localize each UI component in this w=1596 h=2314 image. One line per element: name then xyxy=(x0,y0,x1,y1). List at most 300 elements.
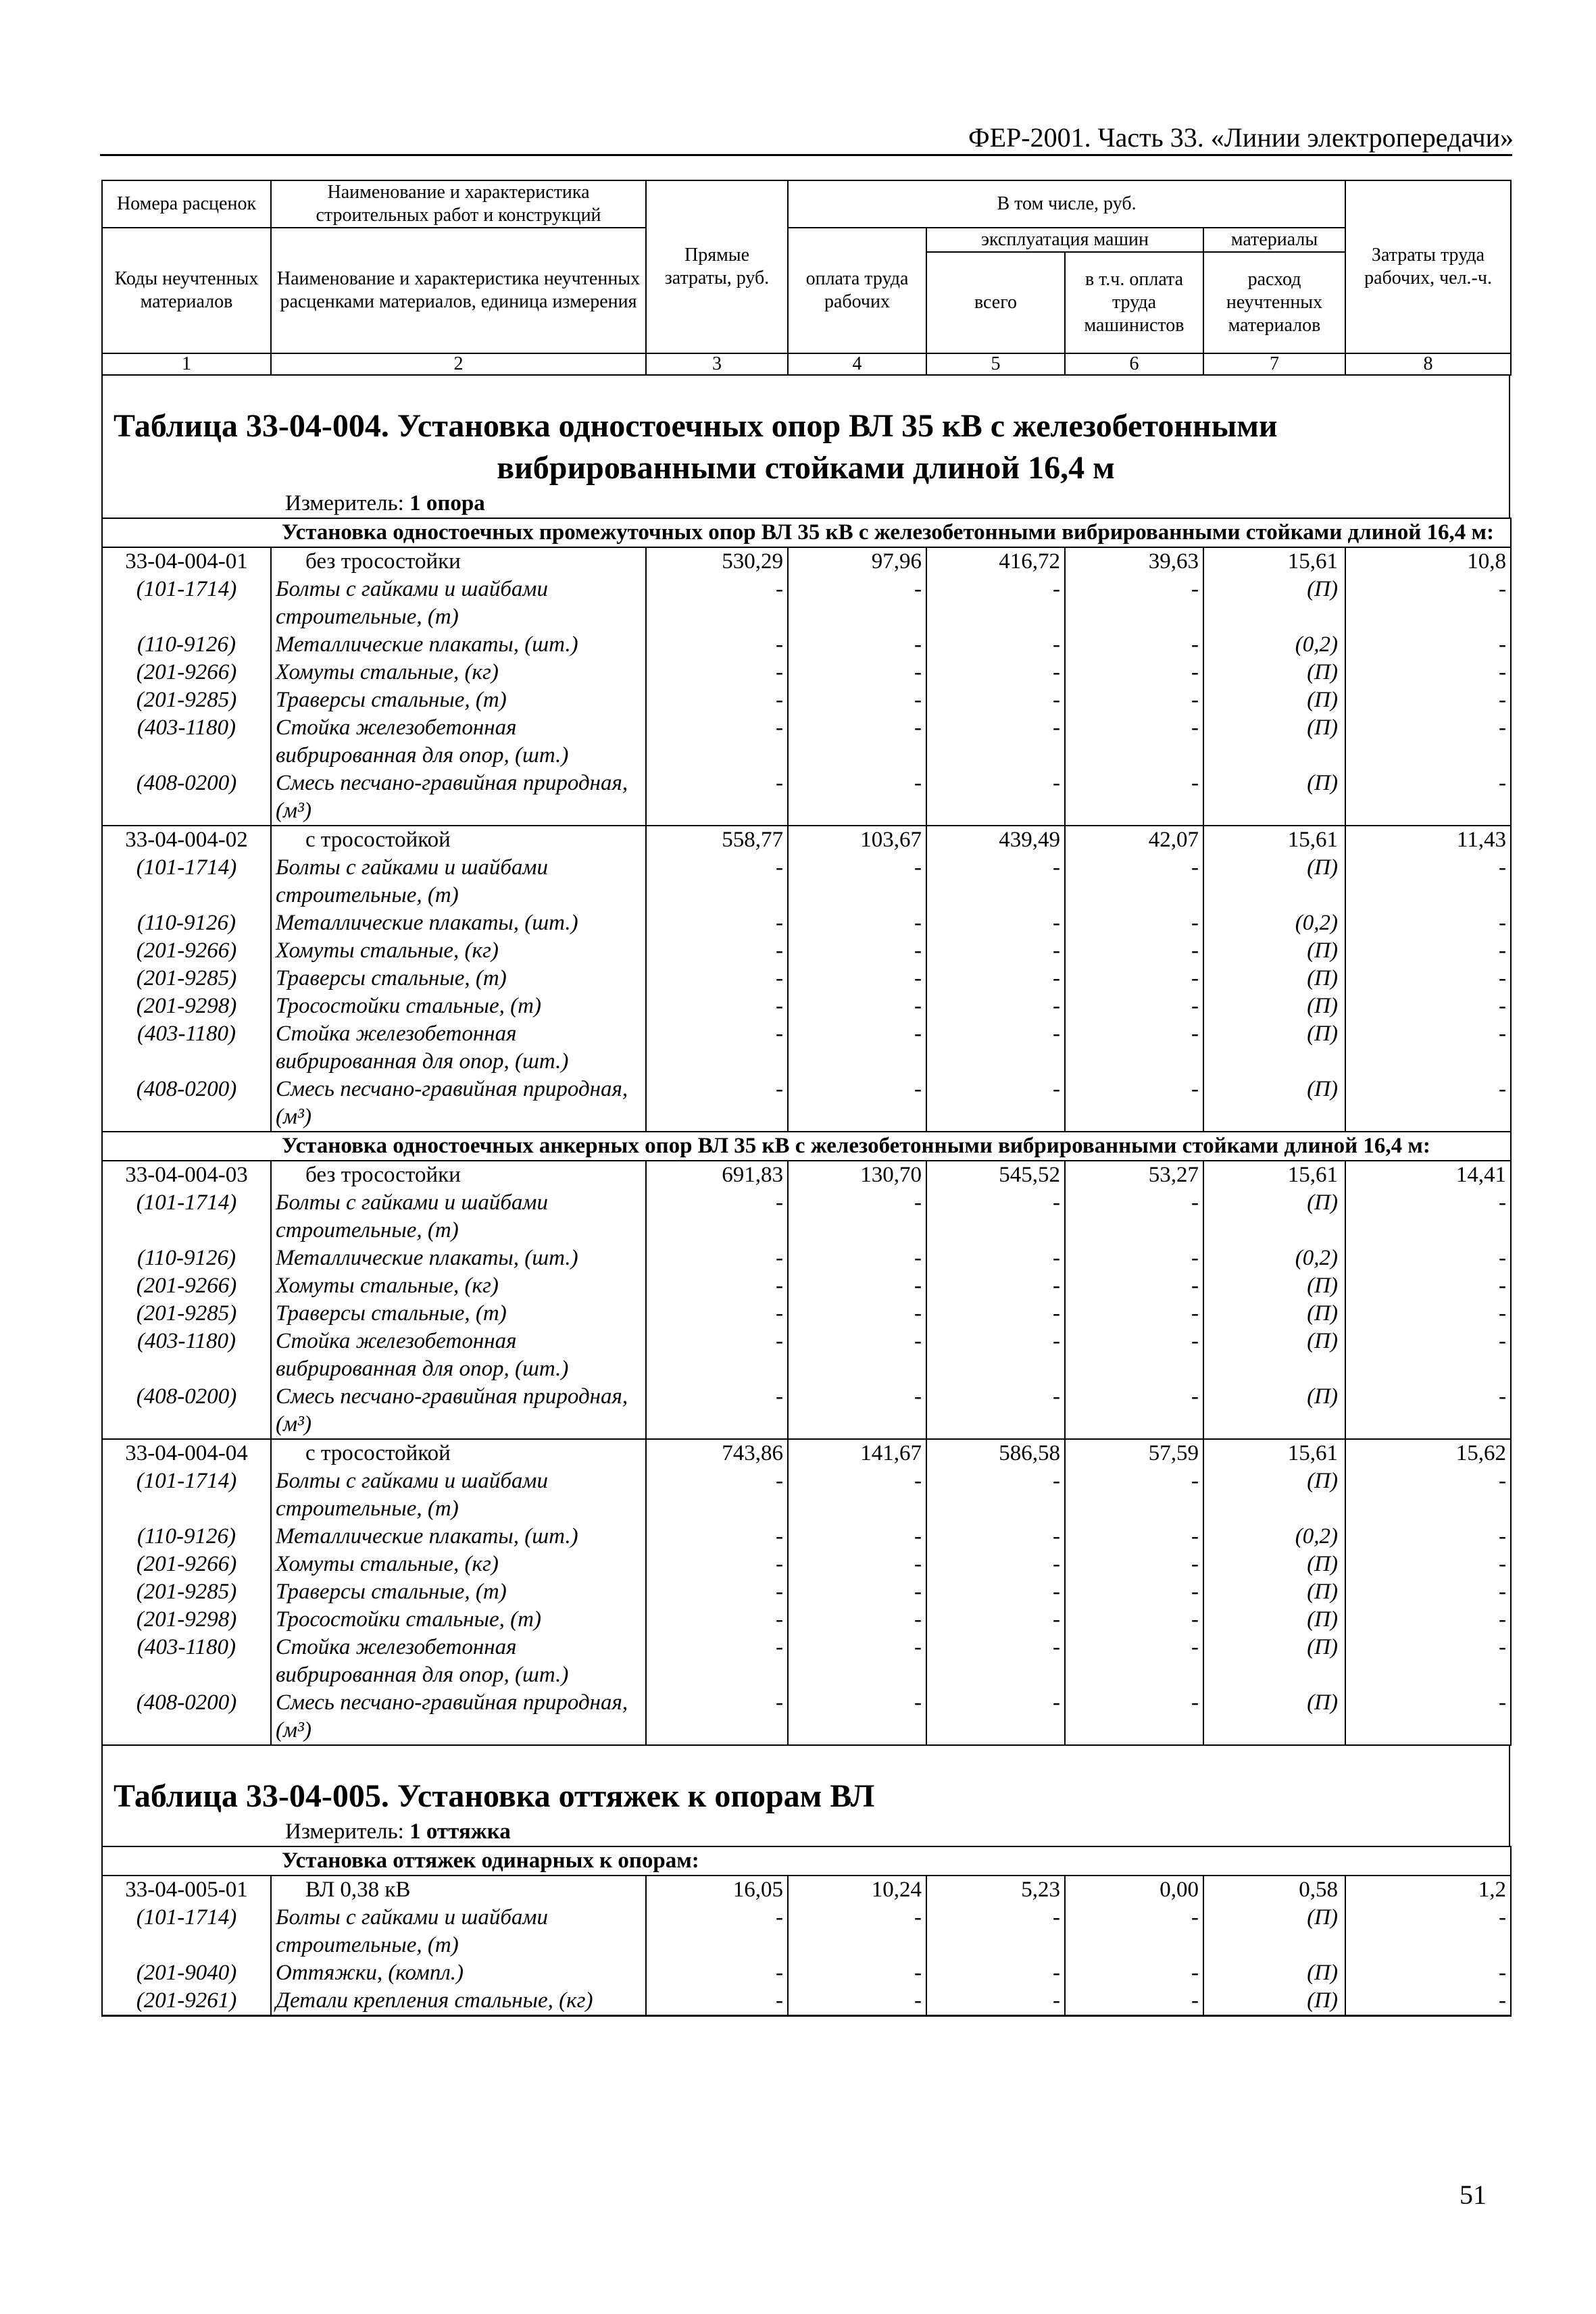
table-title xyxy=(103,1746,1509,1817)
dash-cell: - xyxy=(1345,1300,1511,1328)
material-name: Стойка железобетонная вибрированная для опор, (шт.) xyxy=(271,1634,646,1689)
dash-cell: - xyxy=(926,1606,1065,1634)
header-machines-total: всего xyxy=(926,252,1065,353)
dash-cell: - xyxy=(926,1689,1065,1745)
material-row xyxy=(102,1987,1511,2016)
dash-cell: - xyxy=(788,770,926,826)
header-direct-costs: Прямые затраты, руб. xyxy=(646,180,788,353)
header-rule xyxy=(100,154,1512,156)
dash-cell: - xyxy=(926,1020,1065,1076)
material-code: (201-9298) xyxy=(102,1606,271,1634)
dash-cell: - xyxy=(1345,1959,1511,1987)
material-row xyxy=(102,1606,1511,1634)
dash-cell: - xyxy=(788,1551,926,1578)
material-quantity: (П) xyxy=(1203,992,1345,1020)
table-title-line: вибрированными стойками длиной 16,4 м xyxy=(497,450,1115,486)
table-title-line: Таблица 33-04-005. Установка оттяжек к опорам ВЛ xyxy=(114,1778,875,1814)
dash-cell: - xyxy=(1065,631,1203,659)
table-title-block xyxy=(101,376,1510,518)
header-labor-costs: Затраты труда рабочих, чел.-ч. xyxy=(1345,180,1511,353)
material-code: (201-9266) xyxy=(102,659,271,686)
material-quantity: (П) xyxy=(1203,1076,1345,1132)
materials-cost: 15,61 xyxy=(1203,826,1345,854)
material-name: Хомуты стальные, (кг) xyxy=(271,1272,646,1300)
table-title-block xyxy=(101,1746,1510,1846)
section-spacer xyxy=(102,1132,271,1161)
material-row xyxy=(102,1551,1511,1578)
column-number: 3 xyxy=(646,353,788,375)
rate-row xyxy=(102,1876,1511,1904)
material-code: (201-9266) xyxy=(102,1272,271,1300)
machinist-wages: 39,63 xyxy=(1065,547,1203,576)
material-code: (201-9261) xyxy=(102,1987,271,2016)
dash-cell: - xyxy=(646,576,788,631)
material-row xyxy=(102,909,1511,937)
rate-name: с тросостойкой xyxy=(271,1439,646,1467)
machines-total: 416,72 xyxy=(926,547,1065,576)
material-name: Траверсы стальные, (т) xyxy=(271,965,646,992)
dash-cell: - xyxy=(1065,1272,1203,1300)
dash-cell: - xyxy=(926,1189,1065,1244)
material-name: Траверсы стальные, (т) xyxy=(271,1578,646,1606)
direct-costs: 530,29 xyxy=(646,547,788,576)
dash-cell: - xyxy=(646,1020,788,1076)
material-row xyxy=(102,1904,1511,1959)
material-name: Болты с гайками и шайбами строительные, (т) xyxy=(271,1189,646,1244)
dash-cell: - xyxy=(1065,937,1203,965)
material-row xyxy=(102,854,1511,909)
dash-cell: - xyxy=(646,1189,788,1244)
dash-cell: - xyxy=(926,1467,1065,1523)
column-number: 6 xyxy=(1065,353,1203,375)
material-quantity: (П) xyxy=(1203,1020,1345,1076)
dash-cell: - xyxy=(788,1383,926,1439)
table-title xyxy=(103,376,1509,489)
dash-cell: - xyxy=(1065,1606,1203,1634)
material-quantity: (0,2) xyxy=(1203,1244,1345,1272)
dash-cell: - xyxy=(788,1987,926,2016)
column-number: 8 xyxy=(1345,353,1511,375)
dash-cell: - xyxy=(926,1959,1065,1987)
meter-value: 1 оттяжка xyxy=(409,1819,511,1844)
material-quantity: (П) xyxy=(1203,1634,1345,1689)
column-number: 1 xyxy=(102,353,271,375)
column-number: 5 xyxy=(926,353,1065,375)
dash-cell: - xyxy=(926,1634,1065,1689)
dash-cell: - xyxy=(926,1551,1065,1578)
dash-cell: - xyxy=(646,1634,788,1689)
material-quantity: (П) xyxy=(1203,1383,1345,1439)
dash-cell: - xyxy=(926,576,1065,631)
dash-cell: - xyxy=(1345,1987,1511,2016)
dash-cell: - xyxy=(1065,992,1203,1020)
material-code: (101-1714) xyxy=(102,1467,271,1523)
material-quantity: (П) xyxy=(1203,1467,1345,1523)
dash-cell: - xyxy=(1065,1076,1203,1132)
labor-costs: 10,8 xyxy=(1345,547,1511,576)
material-row xyxy=(102,1959,1511,1987)
labor-costs: 15,62 xyxy=(1345,1439,1511,1467)
tables-container xyxy=(101,376,1510,2017)
material-code: (403-1180) xyxy=(102,1328,271,1383)
dash-cell: - xyxy=(926,1383,1065,1439)
material-code: (408-0200) xyxy=(102,770,271,826)
dash-cell: - xyxy=(788,1272,926,1300)
dash-cell: - xyxy=(1345,1551,1511,1578)
dash-cell: - xyxy=(788,937,926,965)
material-name: Металлические плакаты, (шт.) xyxy=(271,909,646,937)
material-row xyxy=(102,1272,1511,1300)
rate-code: 33-04-004-04 xyxy=(102,1439,271,1467)
material-quantity: (П) xyxy=(1203,1689,1345,1745)
material-row xyxy=(102,1300,1511,1328)
dash-cell: - xyxy=(1345,854,1511,909)
material-quantity: (П) xyxy=(1203,659,1345,686)
dash-cell: - xyxy=(788,659,926,686)
dash-cell: - xyxy=(646,1383,788,1439)
rates-table xyxy=(101,518,1512,1746)
running-header: ФЕР-2001. Часть 33. «Линии электропередачи» xyxy=(968,122,1514,153)
machinist-wages: 53,27 xyxy=(1065,1161,1203,1189)
direct-costs: 558,77 xyxy=(646,826,788,854)
dash-cell: - xyxy=(1065,854,1203,909)
material-code: (201-9266) xyxy=(102,937,271,965)
material-row xyxy=(102,1076,1511,1132)
labor-costs: 14,41 xyxy=(1345,1161,1511,1189)
material-code: (110-9126) xyxy=(102,909,271,937)
header-rate-number: Номера расценок xyxy=(102,180,271,228)
material-name: Металлические плакаты, (шт.) xyxy=(271,1244,646,1272)
material-row xyxy=(102,1020,1511,1076)
dash-cell: - xyxy=(926,909,1065,937)
table-meter xyxy=(103,1817,1509,1846)
material-quantity: (П) xyxy=(1203,1272,1345,1300)
material-name: Металлические плакаты, (шт.) xyxy=(271,1523,646,1551)
rate-row xyxy=(102,1439,1511,1467)
material-name: Смесь песчано-гравийная природная, (м³) xyxy=(271,770,646,826)
dash-cell: - xyxy=(926,854,1065,909)
dash-cell: - xyxy=(646,1987,788,2016)
dash-cell: - xyxy=(1345,686,1511,714)
dash-cell: - xyxy=(1065,1523,1203,1551)
dash-cell: - xyxy=(1065,1904,1203,1959)
material-row xyxy=(102,1467,1511,1523)
dash-cell: - xyxy=(788,1328,926,1383)
dash-cell: - xyxy=(1345,714,1511,770)
dash-cell: - xyxy=(1065,1551,1203,1578)
dash-cell: - xyxy=(1345,1634,1511,1689)
material-code: (201-9285) xyxy=(102,1578,271,1606)
material-quantity: (0,2) xyxy=(1203,631,1345,659)
rate-code: 33-04-004-03 xyxy=(102,1161,271,1189)
header-material-names: Наименование и характеристика неучтенных расценками материалов, единица измерения xyxy=(271,228,646,353)
material-name: Болты с гайками и шайбами строительные, (т) xyxy=(271,1904,646,1959)
dash-cell: - xyxy=(1345,1076,1511,1132)
material-name: Тросостойки стальные, (т) xyxy=(271,992,646,1020)
dash-cell: - xyxy=(1345,1606,1511,1634)
material-code: (101-1714) xyxy=(102,1904,271,1959)
material-quantity: (П) xyxy=(1203,1606,1345,1634)
material-quantity: (0,2) xyxy=(1203,909,1345,937)
dash-cell: - xyxy=(1345,909,1511,937)
wages: 130,70 xyxy=(788,1161,926,1189)
rate-row xyxy=(102,1161,1511,1189)
material-code: (201-9285) xyxy=(102,965,271,992)
meter-value: 1 опора xyxy=(409,491,485,515)
dash-cell: - xyxy=(788,1523,926,1551)
dash-cell: - xyxy=(646,631,788,659)
material-name: Тросостойки стальные, (т) xyxy=(271,1606,646,1634)
rate-name: без тросостойки xyxy=(271,1161,646,1189)
material-quantity: (П) xyxy=(1203,714,1345,770)
dash-cell: - xyxy=(926,1300,1065,1328)
labor-costs: 1,2 xyxy=(1345,1876,1511,1904)
material-row xyxy=(102,631,1511,659)
material-name: Болты с гайками и шайбами строительные, (т) xyxy=(271,576,646,631)
direct-costs: 691,83 xyxy=(646,1161,788,1189)
dash-cell: - xyxy=(646,1328,788,1383)
material-row xyxy=(102,770,1511,826)
material-row xyxy=(102,1578,1511,1606)
material-quantity: (П) xyxy=(1203,937,1345,965)
direct-costs: 16,05 xyxy=(646,1876,788,1904)
material-quantity: (П) xyxy=(1203,965,1345,992)
material-quantity: (П) xyxy=(1203,686,1345,714)
dash-cell: - xyxy=(1345,1523,1511,1551)
material-quantity: (П) xyxy=(1203,576,1345,631)
material-quantity: (0,2) xyxy=(1203,1523,1345,1551)
dash-cell: - xyxy=(1345,1689,1511,1745)
dash-cell: - xyxy=(1065,1959,1203,1987)
price-sheet xyxy=(101,180,1510,2017)
dash-cell: - xyxy=(646,770,788,826)
material-code: (101-1714) xyxy=(102,1189,271,1244)
rate-name: без тросостойки xyxy=(271,547,646,576)
direct-costs: 743,86 xyxy=(646,1439,788,1467)
material-code: (408-0200) xyxy=(102,1076,271,1132)
material-name: Смесь песчано-гравийная природная, (м³) xyxy=(271,1383,646,1439)
dash-cell: - xyxy=(788,909,926,937)
dash-cell: - xyxy=(926,965,1065,992)
material-code: (110-9126) xyxy=(102,1523,271,1551)
material-code: (201-9266) xyxy=(102,1551,271,1578)
dash-cell: - xyxy=(926,1272,1065,1300)
material-code: (110-9126) xyxy=(102,1244,271,1272)
dash-cell: - xyxy=(646,1606,788,1634)
dash-cell: - xyxy=(1065,1689,1203,1745)
material-code: (403-1180) xyxy=(102,1634,271,1689)
dash-cell: - xyxy=(646,1904,788,1959)
dash-cell: - xyxy=(926,1904,1065,1959)
dash-cell: - xyxy=(1065,1244,1203,1272)
material-code: (403-1180) xyxy=(102,1020,271,1076)
section-row xyxy=(102,1846,1511,1876)
dash-cell: - xyxy=(646,1300,788,1328)
header-work-name: Наименование и характеристика строительных работ и конструкций xyxy=(271,180,646,228)
material-code: (201-9298) xyxy=(102,992,271,1020)
material-code: (101-1714) xyxy=(102,576,271,631)
dash-cell: - xyxy=(788,1959,926,1987)
material-row xyxy=(102,1189,1511,1244)
material-code: (201-9285) xyxy=(102,1300,271,1328)
dash-cell: - xyxy=(1065,1300,1203,1328)
dash-cell: - xyxy=(926,1578,1065,1606)
material-row xyxy=(102,576,1511,631)
header-materials: материалы xyxy=(1203,228,1345,252)
dash-cell: - xyxy=(788,1606,926,1634)
rate-row xyxy=(102,826,1511,854)
dash-cell: - xyxy=(646,937,788,965)
material-row xyxy=(102,1244,1511,1272)
dash-cell: - xyxy=(1345,1467,1511,1523)
machinist-wages: 0,00 xyxy=(1065,1876,1203,1904)
material-name: Детали крепления стальные, (кг) xyxy=(271,1987,646,2016)
dash-cell: - xyxy=(1065,1578,1203,1606)
column-number: 4 xyxy=(788,353,926,375)
rate-code: 33-04-005-01 xyxy=(102,1876,271,1904)
dash-cell: - xyxy=(1065,1467,1203,1523)
material-code: (408-0200) xyxy=(102,1383,271,1439)
material-row xyxy=(102,714,1511,770)
dash-cell: - xyxy=(646,686,788,714)
dash-cell: - xyxy=(1065,770,1203,826)
material-name: Хомуты стальные, (кг) xyxy=(271,1551,646,1578)
dash-cell: - xyxy=(1345,1383,1511,1439)
dash-cell: - xyxy=(646,659,788,686)
dash-cell: - xyxy=(1345,1328,1511,1383)
dash-cell: - xyxy=(926,992,1065,1020)
dash-cell: - xyxy=(1065,576,1203,631)
dash-cell: - xyxy=(926,1523,1065,1551)
dash-cell: - xyxy=(1345,1904,1511,1959)
section-title: Установка оттяжек одинарных к опорам: xyxy=(271,1846,1511,1876)
header-material-codes: Коды неучтенных материалов xyxy=(102,228,271,353)
dash-cell: - xyxy=(926,1987,1065,2016)
material-quantity: (П) xyxy=(1203,1300,1345,1328)
wages: 103,67 xyxy=(788,826,926,854)
dash-cell: - xyxy=(788,1578,926,1606)
material-name: Стойка железобетонная вибрированная для опор, (шт.) xyxy=(271,1020,646,1076)
dash-cell: - xyxy=(788,965,926,992)
meter-label: Измеритель: xyxy=(285,491,404,515)
wages: 97,96 xyxy=(788,547,926,576)
dash-cell: - xyxy=(1345,1578,1511,1606)
meter-label: Измеритель: xyxy=(285,1819,404,1844)
material-name: Болты с гайками и шайбами строительные, (т) xyxy=(271,1467,646,1523)
dash-cell: - xyxy=(788,1076,926,1132)
dash-cell: - xyxy=(788,1634,926,1689)
material-name: Оттяжки, (компл.) xyxy=(271,1959,646,1987)
rate-row xyxy=(102,547,1511,576)
table-title-line: Таблица 33-04-004. Установка одностоечных опор ВЛ 35 кВ с железобетонными xyxy=(114,408,1278,444)
material-code: (201-9285) xyxy=(102,686,271,714)
material-row xyxy=(102,659,1511,686)
dash-cell: - xyxy=(788,1189,926,1244)
dash-cell: - xyxy=(1065,714,1203,770)
dash-cell: - xyxy=(788,1467,926,1523)
dash-cell: - xyxy=(788,854,926,909)
rate-code: 33-04-004-01 xyxy=(102,547,271,576)
material-quantity: (П) xyxy=(1203,1959,1345,1987)
materials-cost: 0,58 xyxy=(1203,1876,1345,1904)
dash-cell: - xyxy=(1345,965,1511,992)
material-quantity: (П) xyxy=(1203,1189,1345,1244)
rate-name: с тросостойкой xyxy=(271,826,646,854)
wages: 141,67 xyxy=(788,1439,926,1467)
dash-cell: - xyxy=(788,992,926,1020)
dash-cell: - xyxy=(1345,937,1511,965)
dash-cell: - xyxy=(646,1076,788,1132)
dash-cell: - xyxy=(1065,1987,1203,2016)
material-row xyxy=(102,1523,1511,1551)
material-quantity: (П) xyxy=(1203,1328,1345,1383)
dash-cell: - xyxy=(646,854,788,909)
column-number: 2 xyxy=(271,353,646,375)
machines-total: 439,49 xyxy=(926,826,1065,854)
material-code: (110-9126) xyxy=(102,631,271,659)
table-meter xyxy=(103,489,1509,518)
dash-cell: - xyxy=(788,631,926,659)
dash-cell: - xyxy=(1065,686,1203,714)
dash-cell: - xyxy=(926,1328,1065,1383)
material-quantity: (П) xyxy=(1203,1551,1345,1578)
dash-cell: - xyxy=(926,659,1065,686)
material-row xyxy=(102,1328,1511,1383)
dash-cell: - xyxy=(926,1076,1065,1132)
material-name: Смесь песчано-гравийная природная, (м³) xyxy=(271,1689,646,1745)
dash-cell: - xyxy=(1065,1189,1203,1244)
material-row xyxy=(102,992,1511,1020)
dash-cell: - xyxy=(788,1244,926,1272)
section-row xyxy=(102,518,1511,547)
material-row xyxy=(102,686,1511,714)
header-machinist-wages: в т.ч. оплата труда машинистов xyxy=(1065,252,1203,353)
dash-cell: - xyxy=(926,937,1065,965)
dash-cell: - xyxy=(1065,1383,1203,1439)
dash-cell: - xyxy=(646,1551,788,1578)
material-name: Болты с гайками и шайбами строительные, (т) xyxy=(271,854,646,909)
dash-cell: - xyxy=(788,1020,926,1076)
dash-cell: - xyxy=(1345,1189,1511,1244)
rate-name: ВЛ 0,38 кВ xyxy=(271,1876,646,1904)
machines-total: 5,23 xyxy=(926,1876,1065,1904)
machinist-wages: 57,59 xyxy=(1065,1439,1203,1467)
column-numbers-row xyxy=(102,353,1511,375)
section-spacer xyxy=(102,518,271,547)
material-quantity: (П) xyxy=(1203,854,1345,909)
wages: 10,24 xyxy=(788,1876,926,1904)
materials-cost: 15,61 xyxy=(1203,1161,1345,1189)
dash-cell: - xyxy=(788,1300,926,1328)
dash-cell: - xyxy=(1345,576,1511,631)
rates-table xyxy=(101,1846,1512,2017)
dash-cell: - xyxy=(1065,1020,1203,1076)
dash-cell: - xyxy=(646,1523,788,1551)
material-row xyxy=(102,1689,1511,1745)
dash-cell: - xyxy=(646,1689,788,1745)
page-number: 51 xyxy=(1460,2180,1487,2210)
header-machines: эксплуатация машин xyxy=(926,228,1203,252)
dash-cell: - xyxy=(1345,770,1511,826)
dash-cell: - xyxy=(646,1467,788,1523)
material-name: Траверсы стальные, (т) xyxy=(271,686,646,714)
header-including: В том числе, руб. xyxy=(788,180,1345,228)
dash-cell: - xyxy=(646,714,788,770)
materials-cost: 15,61 xyxy=(1203,1439,1345,1467)
dash-cell: - xyxy=(788,1689,926,1745)
dash-cell: - xyxy=(1065,909,1203,937)
material-row xyxy=(102,965,1511,992)
